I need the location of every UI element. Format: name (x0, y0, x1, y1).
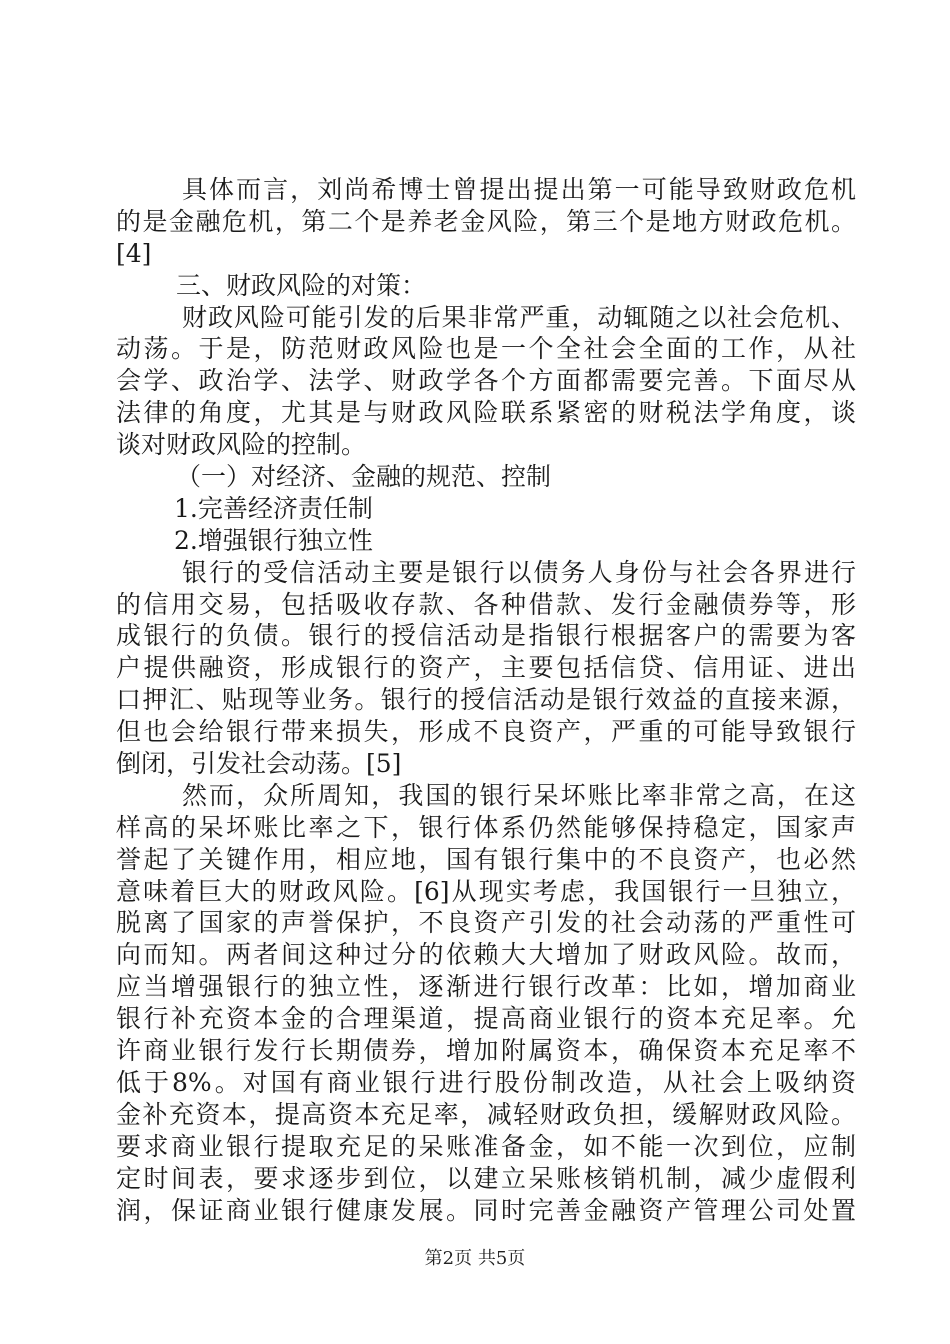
paragraph (116, 557, 856, 780)
text-line: 然而，众所周知，我国的银行呆坏账比率非常之高，在这 (182, 780, 856, 810)
list-item (116, 493, 856, 525)
text-line: 定时间表，要求逐步到位，以建立呆账核销机制，减少虚假利 (116, 1163, 856, 1193)
text-line: 户提供融资，形成银行的资产，主要包括信贷、信用证、进出 (116, 653, 856, 683)
paragraph (116, 780, 856, 1226)
text-line: 财政风险可能引发的后果非常严重，动辄随之以社会危机、 (182, 302, 856, 332)
text-line: 意味着巨大的财政风险。[6]从现实考虑，我国银行一旦独立， (116, 876, 856, 906)
text-line: 成银行的负债。银行的授信活动是指银行根据客户的需要为客 (116, 621, 856, 651)
subsection-heading (116, 461, 856, 493)
text-line: 要求商业银行提取充足的呆账准备金，如不能一次到位，应制 (116, 1131, 856, 1161)
text-line: 倒闭，引发社会动荡。[5] (116, 749, 402, 779)
text-line: 法律的角度，尤其是与财政风险联系紧密的财税法学角度，谈 (116, 398, 856, 428)
text-line: 具体而言，刘尚希博士曾提出提出第一可能导致财政危机 (182, 175, 856, 204)
text-line: 润，保证商业银行健康发展。同时完善金融资产管理公司处置 (116, 1195, 856, 1225)
page-number: 第2页 共5页 (424, 1248, 526, 1269)
list-item (116, 525, 856, 557)
text-line: 的是金融危机，第二个是养老金风险，第三个是地方财政危机。 (116, 206, 856, 236)
paragraph (116, 174, 856, 270)
text-line: 样高的呆坏账比率之下，银行体系仍然能够保持稳定，国家声 (116, 812, 856, 842)
text-line: 向而知。两者间这种过分的依赖大大增加了财政风险。故而， (116, 940, 856, 970)
text-line: 三、财政风险的对策： (176, 270, 427, 300)
text-line: 会学、政治学、法学、财政学各个方面都需要完善。下面尽从 (116, 366, 856, 396)
text-line: 应当增强银行的独立性，逐渐进行银行改革：比如，增加商业 (116, 972, 856, 1002)
text-line: 谈对财政风险的控制。 (116, 430, 367, 460)
text-line: 动荡。于是，防范财政风险也是一个全社会全面的工作，从社 (116, 334, 856, 364)
text-line: 银行的受信活动主要是银行以债务人身份与社会各界进行 (182, 557, 856, 587)
text-line: 脱离了国家的声誉保护，不良资产引发的社会动荡的严重性可 (116, 908, 856, 938)
text-line: 1.完善经济责任制 (174, 493, 373, 523)
text-line: [4] (116, 238, 152, 268)
text-line: 金补充资本，提高资本充足率，减轻财政负担，缓解财政风险。 (116, 1099, 856, 1129)
text-line: 低于8%。对国有商业银行进行股份制改造，从社会上吸纳资 (116, 1067, 856, 1097)
text-line: 银行补充资本金的合理渠道，提高商业银行的资本充足率。允 (116, 1004, 856, 1034)
text-line: 2.增强银行独立性 (174, 525, 373, 555)
text-line: 但也会给银行带来损失，形成不良资产，严重的可能导致银行 (116, 717, 856, 747)
text-line: 许商业银行发行长期债券，增加附属资本，确保资本充足率不 (116, 1036, 856, 1066)
text-line: 口押汇、贴现等业务。银行的授信活动是银行效益的直接来源， (116, 685, 856, 715)
text-line: 的信用交易，包括吸收存款、各种借款、发行金融债券等，形 (116, 589, 856, 619)
text-line: （一）对经济、金融的规范、控制 (176, 462, 552, 492)
section-heading (116, 270, 856, 302)
text-line: 誉起了关键作用，相应地，国有银行集中的不良资产，也必然 (116, 844, 856, 874)
document-body (116, 174, 856, 1226)
paragraph (116, 302, 856, 461)
